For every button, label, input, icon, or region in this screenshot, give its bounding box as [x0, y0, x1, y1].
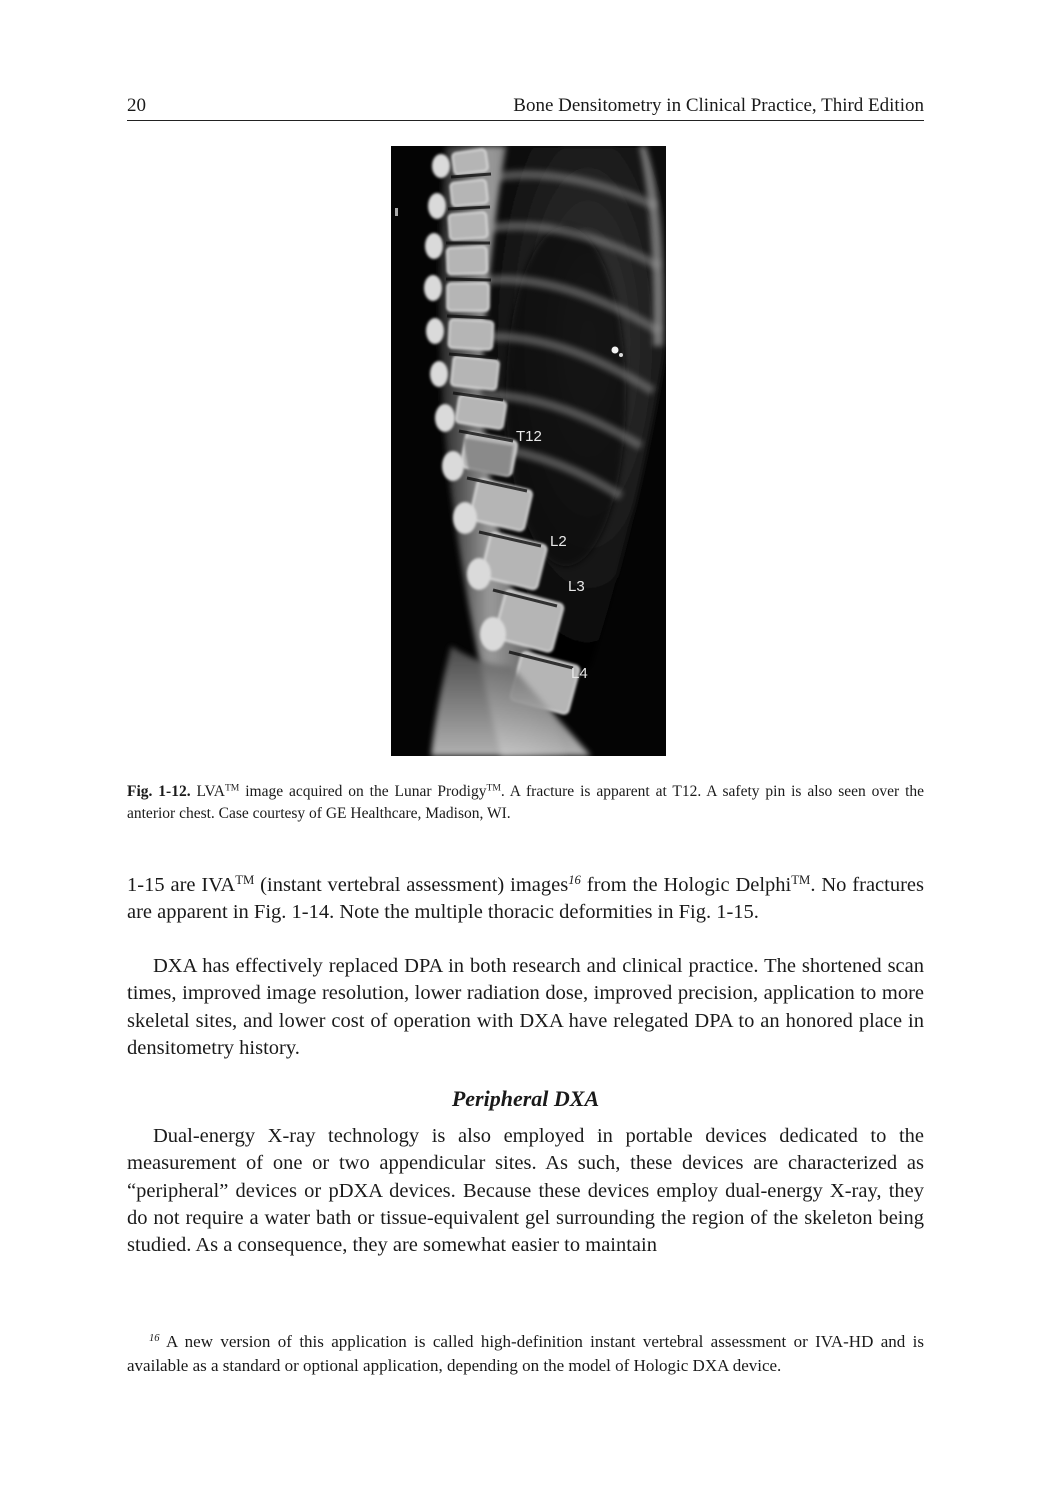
- section-heading: Peripheral DXA: [451, 1086, 600, 1111]
- running-header: [127, 94, 924, 121]
- footnote-text: A new version of this application is called high-definition instant vertebral assessment or IVA-HD and is available as a standard or optional application, depending on the model of Hologic DXA device.: [127, 1332, 924, 1375]
- page-number: 20: [127, 95, 146, 116]
- paragraph-text: . No fractures are apparent in Fig. 1-14. Note the multiple thoracic deformities in Fig. 1-15.: [127, 874, 924, 924]
- spine-xray-image: [391, 146, 666, 756]
- body-paragraph: DXA has effectively replaced DPA in both research and clinical practice. The shortened scan times, improved image resolution, lower radiation dose, improved precision, application to more skeletal sites, and lower cost of operation with DXA have relegated DPA to an honored place in densitometry history.: [127, 955, 924, 1059]
- body-paragraph: [127, 872, 924, 927]
- caption-text: . A fracture is apparent at T12. A safety pin is also seen over the anterior chest. Case courtesy of GE Healthcare, Madison, WI.: [127, 783, 925, 822]
- paragraph-text: 1-15 are IVA: [127, 874, 236, 896]
- paragraph-text: (instant vertebral assessment) images: [254, 874, 569, 896]
- running-title: Bone Densitometry in Clinical Practice, Third Edition: [513, 95, 924, 116]
- trademark-mark: TM: [235, 873, 255, 888]
- trademark-mark: TM: [486, 782, 501, 794]
- footnote-number: 16: [149, 1333, 160, 1345]
- vertebra-label-l3: L3: [568, 578, 585, 595]
- figure-caption: [127, 781, 924, 825]
- xray-graphic: [391, 146, 666, 756]
- caption-text: image acquired on the Lunar Prodigy: [239, 783, 487, 800]
- caption-text: LVA: [190, 783, 225, 800]
- figure-label: Fig. 1-12.: [127, 783, 191, 800]
- trademark-mark: TM: [791, 873, 811, 888]
- trademark-mark: TM: [224, 782, 240, 794]
- vertebra-label-t12: T12: [516, 428, 542, 445]
- vertebra-label-l2: L2: [550, 533, 567, 550]
- footnote: [127, 1330, 924, 1377]
- body-paragraph: Dual-energy X-ray technology is also employed in portable devices dedicated to the measurement of one or two appendicular sites. As such, these devices are characterized as “peripheral” devices or pDXA devices. Because these devices employ dual-energy X-ray, they do not require a water bath or tissue-equivalent gel surrounding the region of the skeleton being studied. As a consequence, they are somewhat easier to maintain: [127, 1125, 924, 1257]
- paragraph-text: from the Hologic Delphi: [580, 874, 792, 896]
- footnote-reference[interactable]: 16: [568, 873, 581, 888]
- vertebra-label-l4: L4: [571, 665, 588, 682]
